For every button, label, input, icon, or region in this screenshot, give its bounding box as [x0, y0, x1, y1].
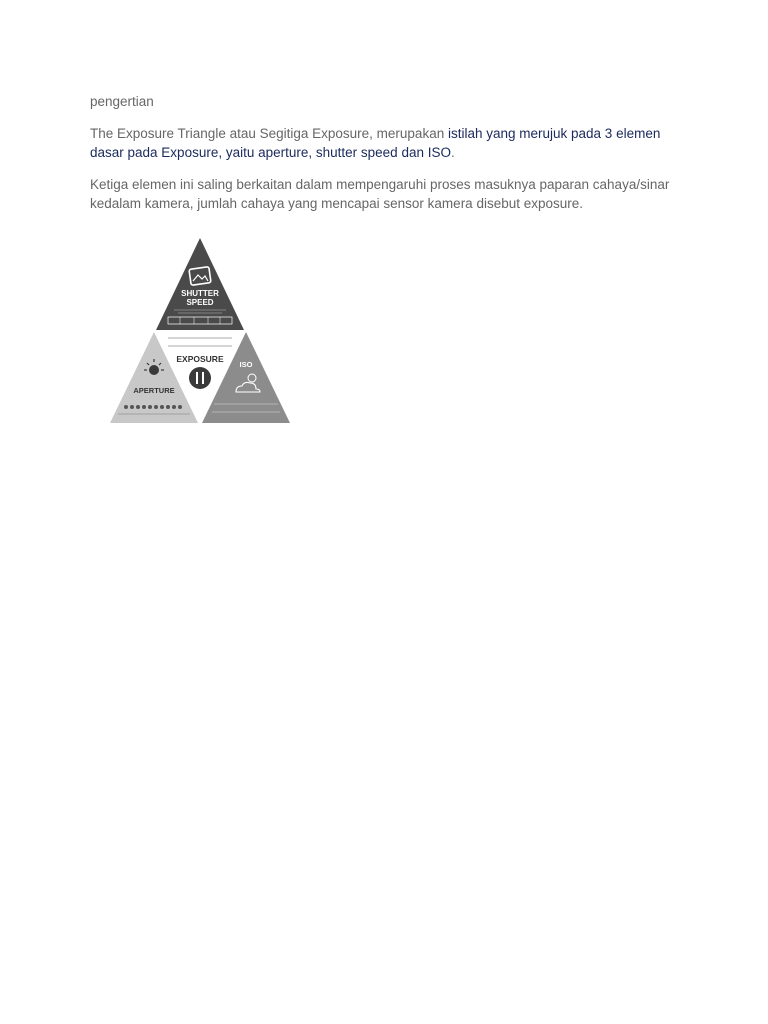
section-heading: pengertian — [90, 94, 154, 109]
iso-label: ISO — [239, 360, 253, 369]
paragraph-definition-text: The Exposure Triangle atau Segitiga Exposure, merupakan — [90, 126, 448, 141]
shutter-label-line2: SPEED — [186, 298, 214, 307]
exposure-icon-bar — [196, 372, 198, 384]
exposure-triangle-graphic — [108, 236, 292, 426]
paragraph-definition — [90, 124, 690, 162]
shutter-label-line1: SHUTTER — [181, 289, 219, 298]
paragraph-definition-end: . — [450, 145, 455, 160]
aperture-label: APERTURE — [133, 386, 175, 395]
exposure-triangle-image — [108, 236, 292, 426]
definition-link[interactable]: istilah yang merujuk pada 3 elemen dasar pada Exposure, yaitu aperture, shutter speed dan ISO — [90, 126, 661, 160]
exposure-icon — [189, 367, 211, 389]
exposure-label: EXPOSURE — [176, 354, 224, 364]
paragraph-description: Ketiga elemen ini saling berkaitan dalam mempengaruhi proses masuknya paparan cahaya/sinar kedalam kamera, jumlah cahaya yang mencapai sensor kamera disebut exposure. — [90, 177, 670, 211]
exposure-icon-bar — [202, 372, 204, 384]
